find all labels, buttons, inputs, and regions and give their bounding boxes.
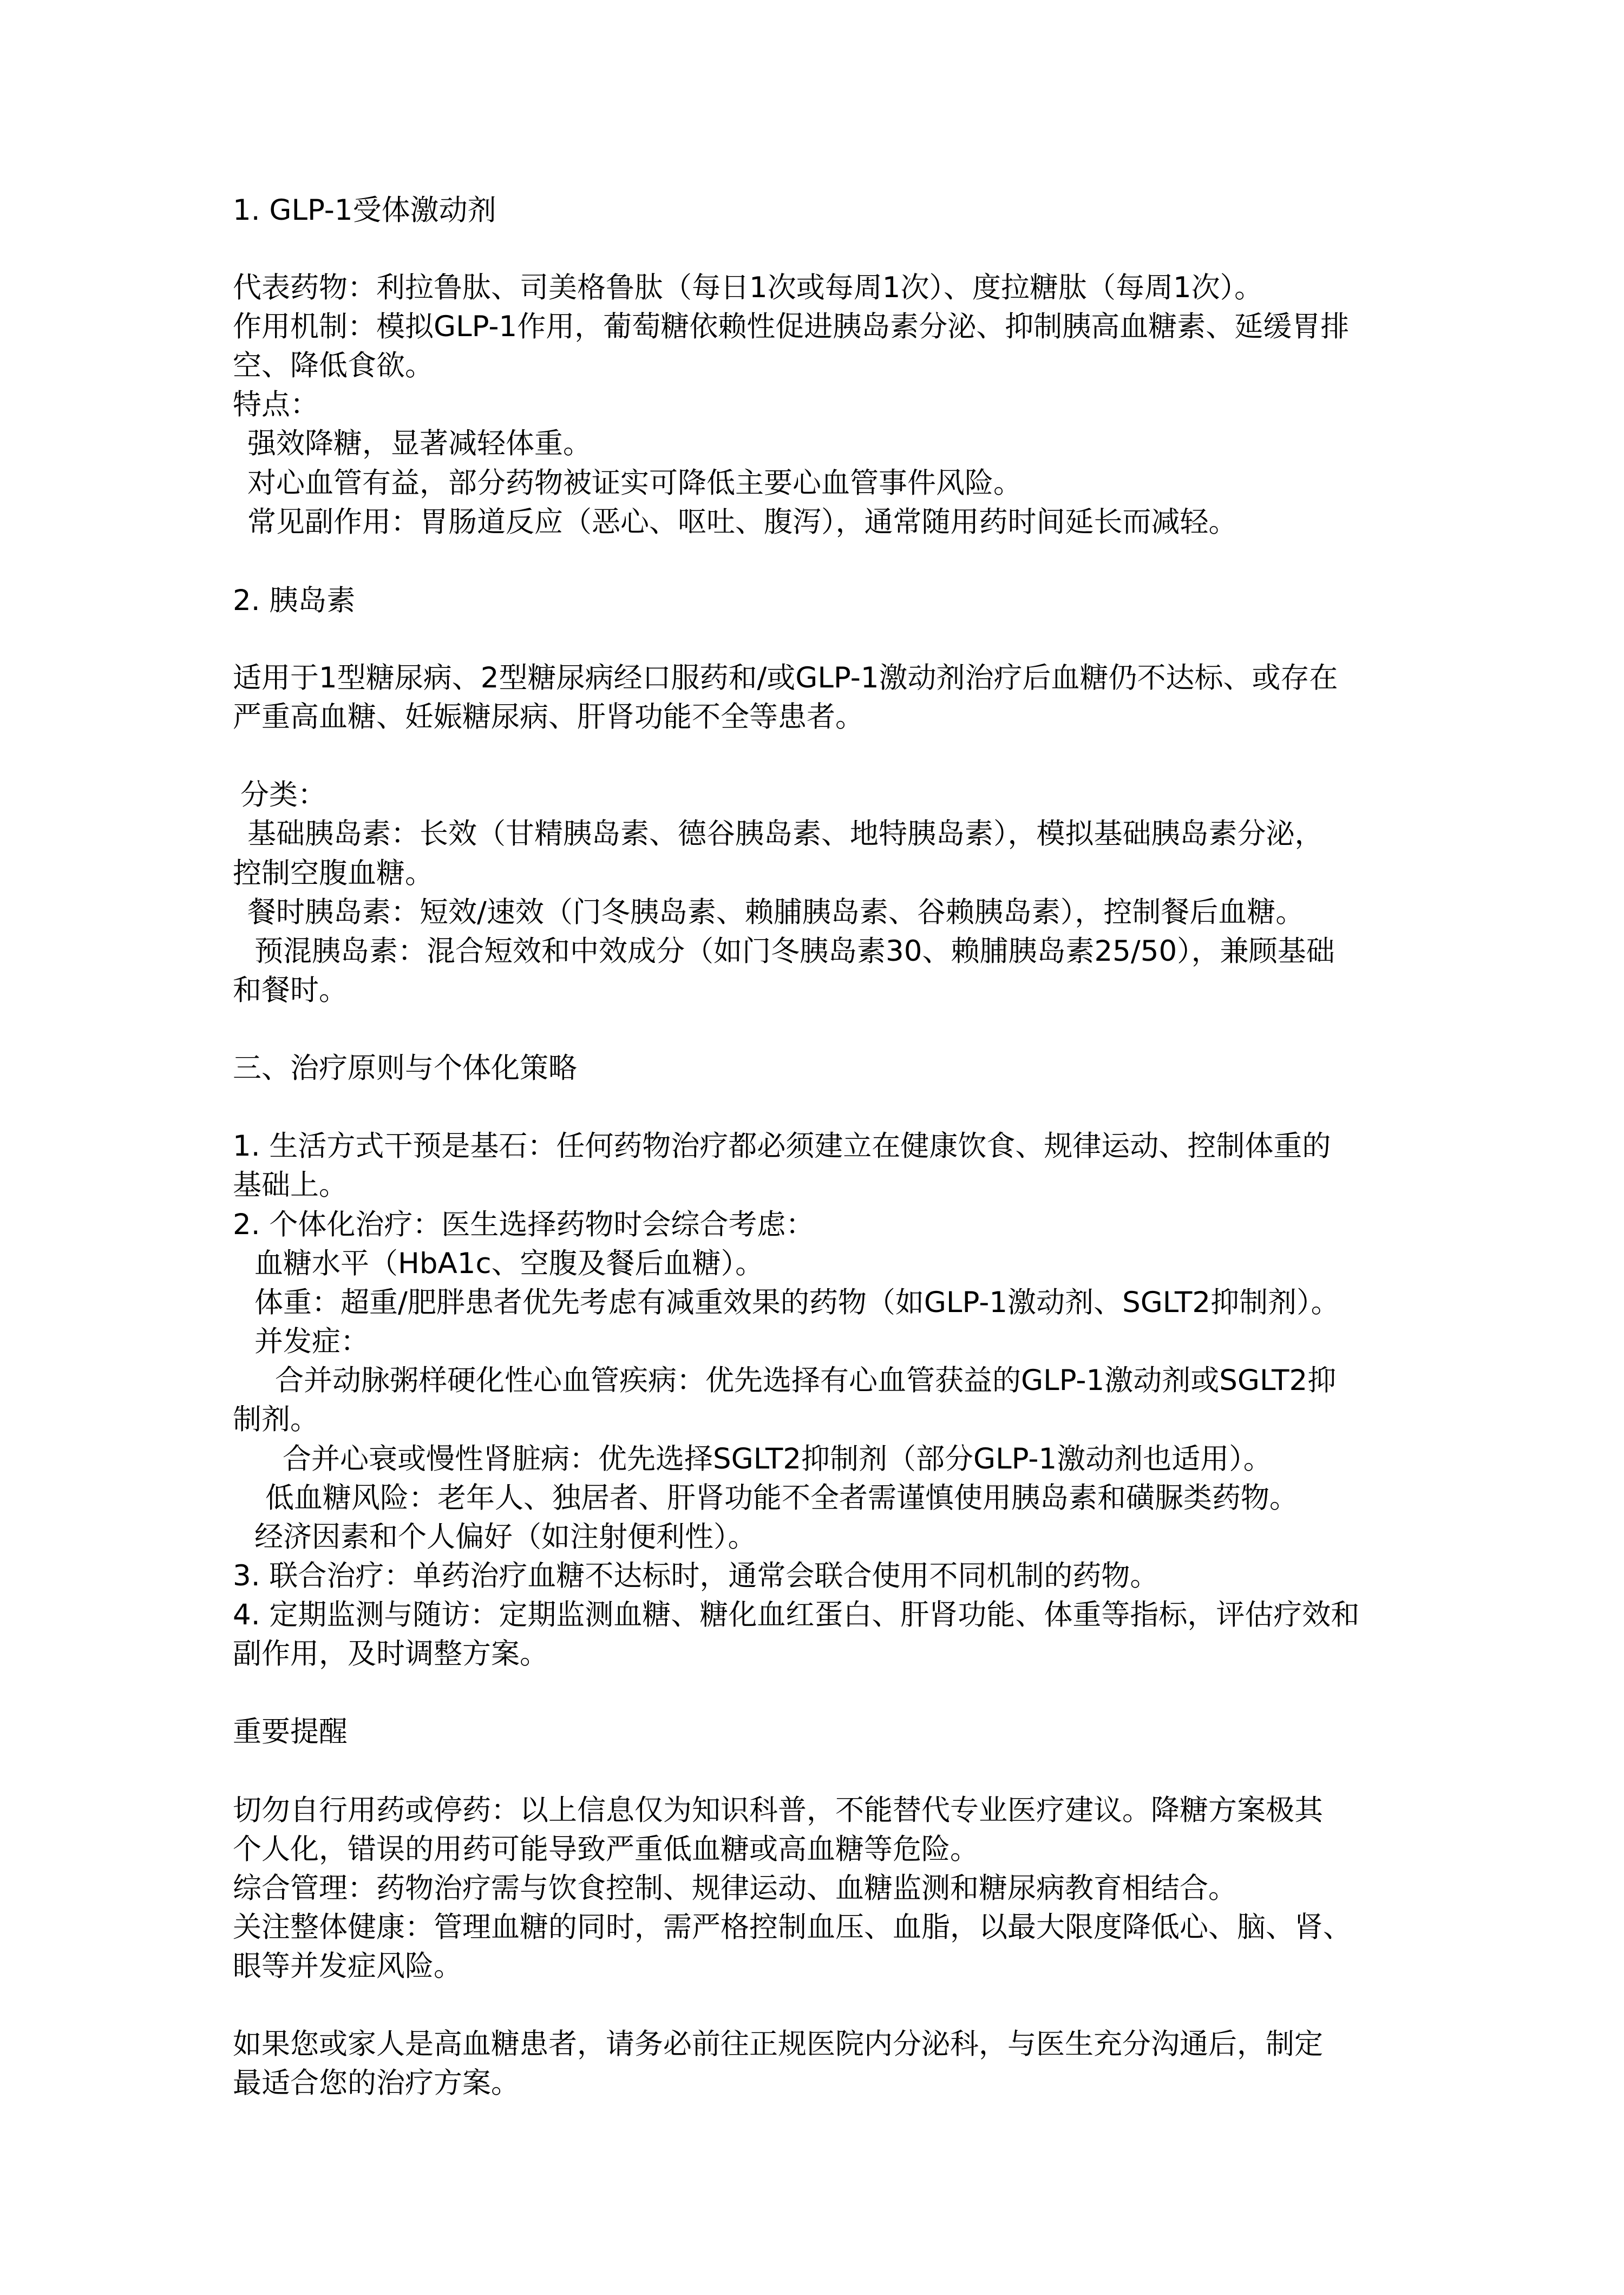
insulin-classification-label: 分类： — [240, 778, 326, 811]
glp1-feature-item-3: 常见副作用：胃肠道反应（恶心、呕吐、腹泻），通常随用药时间延长而减轻。 — [247, 506, 1237, 539]
consider-economy-text: 经济因素和个人偏好（如注射便利性）。 — [254, 1520, 757, 1553]
glp1-feature-item-1: 强效降糖，显著减轻体重。 — [247, 427, 592, 460]
complication-hf-ckd-text: 合并心衰或慢性肾脏病：优先选择SGLT2抑制剂（部分GLP-1激动剂也适用）。 — [283, 1442, 1272, 1476]
insulin-premixed-text-2: 和餐时。 — [233, 974, 348, 1007]
principles-heading: 三、治疗原则与个体化策略 — [233, 1052, 577, 1085]
insulin-basal-text-1: 基础胰岛素：长效（甘精胰岛素、德谷胰岛素、地特胰岛素），模拟基础胰岛素分泌， — [247, 817, 1324, 850]
principle-4-text-2: 副作用，及时调整方案。 — [233, 1637, 548, 1670]
principle-2-text: 2. 个体化治疗：医生选择药物时会综合考虑： — [233, 1208, 815, 1241]
glp1-mechanism-text-2: 空、降低食欲。 — [233, 349, 434, 382]
reminder-3-text-1: 关注整体健康：管理血糖的同时，需严格控制血压、血脂，以最大限度降低心、脑、肾、 — [233, 1911, 1352, 1944]
consider-hypoglycemia-text: 低血糖风险：老年人、独居者、肝肾功能不全者需谨慎使用胰岛素和磺脲类药物。 — [265, 1481, 1298, 1514]
principle-4-text-1: 4. 定期监测与随访：定期监测血糖、糖化血红蛋白、肝肾功能、体重等指标，评估疗效和 — [233, 1598, 1360, 1631]
closing-text-2: 最适合您的治疗方案。 — [233, 2067, 520, 2100]
insulin-premixed-text-1: 预混胰岛素：混合短效和中效成分（如门冬胰岛素30、赖脯胰岛素25/50），兼顾基础 — [254, 935, 1335, 968]
reminder-2-text: 综合管理：药物治疗需与饮食控制、规律运动、血糖监测和糖尿病教育相结合。 — [233, 1872, 1237, 1905]
insulin-basal-text-2: 控制空腹血糖。 — [233, 857, 434, 890]
principle-3-text: 3. 联合治疗：单药治疗血糖不达标时，通常会联合使用不同机制的药物。 — [233, 1559, 1159, 1592]
consider-glucose-text: 血糖水平（HbA1c、空腹及餐后血糖）。 — [254, 1247, 764, 1280]
glp1-drugs-text: 代表药物：利拉鲁肽、司美格鲁肽（每日1次或每周1次）、度拉糖肽（每周1次）。 — [233, 271, 1263, 304]
glp1-feature-item-2: 对心血管有益，部分药物被证实可降低主要心血管事件风险。 — [247, 467, 1022, 500]
complication-ascvd-text-1: 合并动脉粥样硬化性心血管疾病：优先选择有心血管获益的GLP-1激动剂或SGLT2抑 — [275, 1364, 1337, 1397]
closing-text-1: 如果您或家人是高血糖患者，请务必前往正规医院内分泌科，与医生充分沟通后，制定 — [233, 2028, 1323, 2061]
insulin-prandial-text: 餐时胰岛素：短效/速效（门冬胰岛素、赖脯胰岛素、谷赖胰岛素），控制餐后血糖。 — [247, 896, 1305, 929]
reminder-3-text-2: 眼等并发症风险。 — [233, 1950, 462, 1983]
glp1-heading: 1. GLP-1受体激动剂 — [233, 194, 496, 227]
principle-1-text-2: 基础上。 — [233, 1169, 348, 1202]
consider-complications-label: 并发症： — [254, 1325, 369, 1358]
glp1-mechanism-text-1: 作用机制：模拟GLP-1作用，葡萄糖依赖性促进胰岛素分泌、抑制胰高血糖素、延缓胃排 — [233, 310, 1350, 343]
reminder-1-text-1: 切勿自行用药或停药：以上信息仅为知识科普，不能替代专业医疗建议。降糖方案极其 — [233, 1794, 1323, 1827]
consider-weight-text: 体重：超重/肥胖患者优先考虑有减重效果的药物（如GLP-1激动剂、SGLT2抑制剂）。 — [254, 1286, 1340, 1319]
glp1-features-label: 特点： — [233, 388, 319, 421]
insulin-indication-text-1: 适用于1型糖尿病、2型糖尿病经口服药和/或GLP-1激动剂治疗后血糖仍不达标、或存在 — [233, 661, 1338, 694]
complication-ascvd-text-2: 制剂。 — [233, 1403, 319, 1436]
reminder-1-text-2: 个人化，错误的用药可能导致严重低血糖或高血糖等危险。 — [233, 1833, 979, 1866]
principle-1-text-1: 1. 生活方式干预是基石：任何药物治疗都必须建立在健康饮食、规律运动、控制体重的 — [233, 1130, 1331, 1163]
reminder-heading: 重要提醒 — [233, 1715, 348, 1748]
insulin-indication-text-2: 严重高血糖、妊娠糖尿病、肝肾功能不全等患者。 — [233, 700, 864, 733]
insulin-heading: 2. 胰岛素 — [233, 584, 356, 617]
